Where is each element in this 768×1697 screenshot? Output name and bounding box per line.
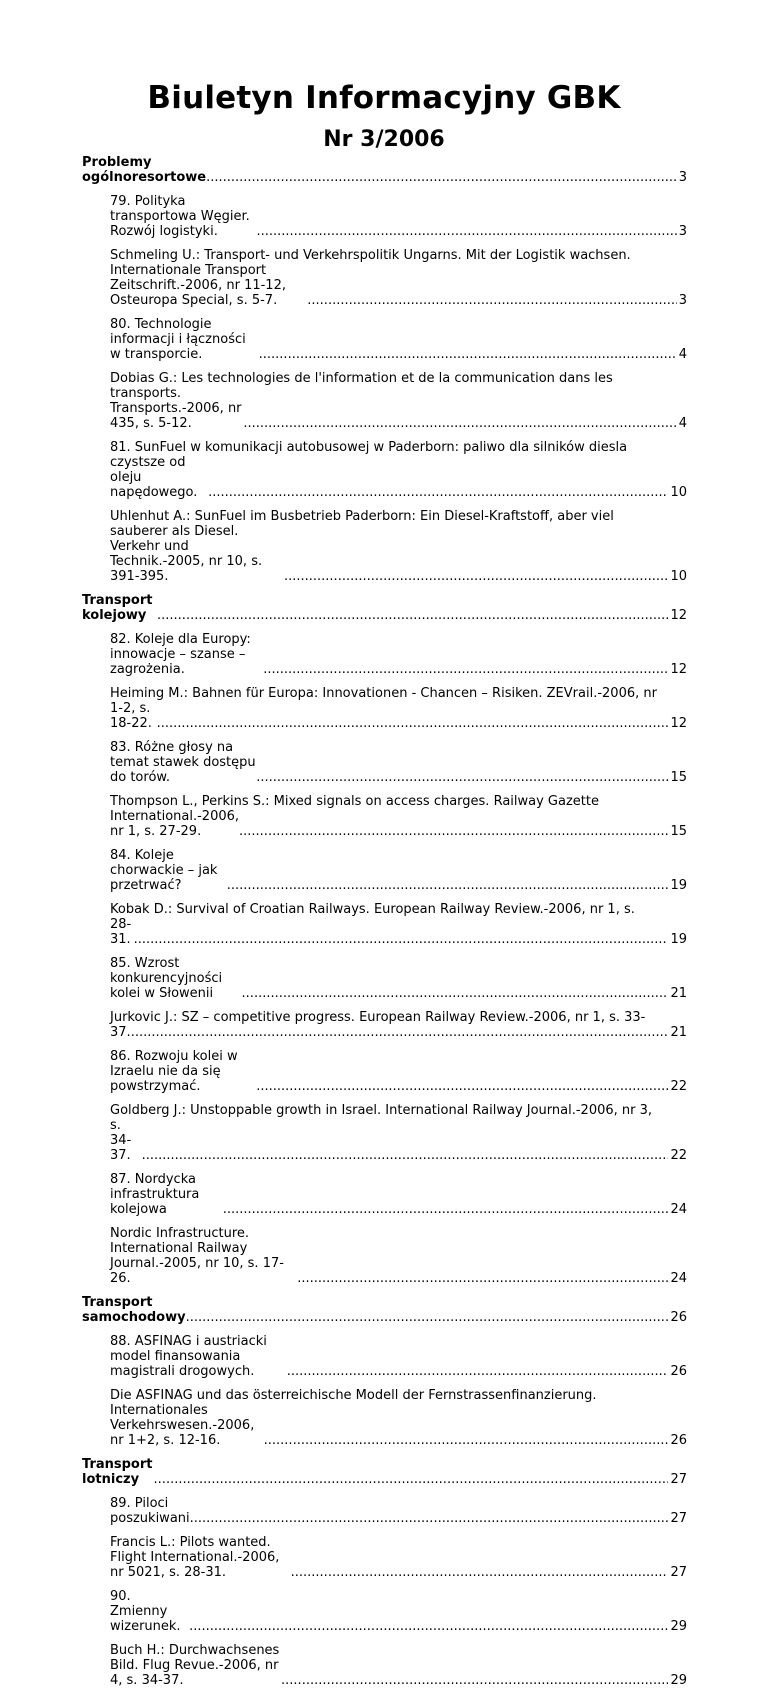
dot-leader <box>208 485 668 500</box>
toc-entry[interactable] <box>110 632 687 677</box>
toc-entry-first-line: Heiming M.: Bahnen für Europa: Innovationen - Chancen – Risiken. ZEVrail.-2006, nr <box>110 686 657 701</box>
toc-entry[interactable] <box>110 1643 687 1688</box>
toc-page-number: 4 <box>678 347 687 362</box>
toc-entry[interactable] <box>110 902 687 947</box>
toc-page-number: 27 <box>670 1565 687 1580</box>
toc-entry-text: 87. Nordycka infrastruktura kolejowa <box>110 1172 200 1217</box>
toc-page-number: 15 <box>670 770 687 785</box>
toc-page-number: 24 <box>670 1271 687 1286</box>
toc-entry[interactable] <box>110 1049 687 1094</box>
toc-entry-text: 89. Piloci poszukiwani. <box>110 1496 194 1526</box>
toc-entry-text: sauberer als Diesel. Verkehr und Technik.-2005, nr 10, s. 391-395. <box>110 524 263 584</box>
document-title: Biuletyn Informacyjny GBK <box>147 80 621 116</box>
toc-entry[interactable] <box>110 1388 687 1448</box>
toc-entry[interactable] <box>110 248 687 308</box>
toc-page-number: 19 <box>670 878 687 893</box>
toc-entry-text: International.-2006, nr 1, s. 27-29. <box>110 809 240 839</box>
toc-entry-last-line[interactable] <box>110 263 687 308</box>
toc-entry-text: 86. Rozwoju kolei w Izraelu nie da się powstrzymać. <box>110 1049 238 1094</box>
dot-leader <box>243 416 676 431</box>
dot-leader <box>186 1310 669 1325</box>
dot-leader <box>256 770 668 785</box>
toc-page-number: 4 <box>678 416 687 431</box>
toc-entry-last-line[interactable] <box>110 455 687 500</box>
toc-page-number: 19 <box>670 932 687 947</box>
dot-leader <box>256 224 676 239</box>
toc-entry[interactable] <box>110 509 687 584</box>
dot-leader <box>194 1511 669 1526</box>
toc-page-number: 26 <box>670 1433 687 1448</box>
toc-entry-text: 79. Polityka transportowa Węgier. Rozwój logistyki. <box>110 194 250 239</box>
toc-entry-last-line[interactable] <box>110 917 687 947</box>
toc-entry-text: Buch H.: Durchwachsenes Bild. Flug Revue.-2006, nr 4, s. 34-37. <box>110 1643 280 1688</box>
dot-leader <box>264 1433 669 1448</box>
toc-page-number: 27 <box>670 1511 687 1526</box>
dot-leader <box>259 347 677 362</box>
toc-entry[interactable] <box>110 848 687 893</box>
toc-entry-text: Francis L.: Pilots wanted. Flight International.-2006, nr 5021, s. 28-31. <box>110 1535 280 1580</box>
toc-entry[interactable] <box>110 371 687 431</box>
toc-entry-first-line: Uhlenhut A.: SunFuel im Busbetrieb Paderborn: Ein Diesel-Kraftstoff, aber viel <box>110 509 614 524</box>
dot-leader <box>134 932 669 947</box>
toc-page-number: 27 <box>670 1472 687 1487</box>
toc-entry-text: transports. Transports.-2006, nr 435, s. 5-12. <box>110 386 242 431</box>
toc-entry-last-line[interactable] <box>110 524 687 584</box>
dot-leader <box>291 1565 669 1580</box>
dot-leader <box>223 1202 669 1217</box>
toc-entry-first-line: Kobak D.: Survival of Croatian Railways. European Railway Review.-2006, nr 1, s. <box>110 902 635 917</box>
toc-entry-first-line: Thompson L., Perkins S.: Mixed signals on access charges. Railway Gazette <box>110 794 599 809</box>
toc-entry-first-line: Jurkovic J.: SZ – competitive progress. European Railway Review.-2006, nr 1, s. 33- <box>110 1010 646 1025</box>
toc-entry-text: 90. Zmienny wizerunek. <box>110 1589 181 1634</box>
toc-entry-last-line[interactable] <box>110 809 687 839</box>
toc-entry-text: 88. ASFINAG i austriacki model finansowania magistrali drogowych. <box>110 1334 267 1379</box>
toc-entry[interactable] <box>110 1103 687 1163</box>
toc-page-number: 22 <box>670 1079 687 1094</box>
toc-page-number: 12 <box>670 608 687 623</box>
toc-page-number: 22 <box>670 1148 687 1163</box>
toc-page-number: 26 <box>670 1364 687 1379</box>
toc-section-heading[interactable] <box>82 1457 687 1487</box>
dot-leader <box>307 293 676 308</box>
toc-entry[interactable] <box>110 1496 687 1526</box>
dot-leader <box>287 1364 669 1379</box>
dot-leader <box>256 1079 668 1094</box>
toc-entry-first-line: Dobias G.: Les technologies de l'information et de la communication dans les <box>110 371 613 386</box>
toc-entry[interactable] <box>110 1226 687 1286</box>
dot-leader <box>206 170 677 185</box>
dot-leader <box>142 1148 669 1163</box>
issue-number: Nr 3/2006 <box>323 127 445 152</box>
toc-entry[interactable] <box>110 686 687 731</box>
toc-entry-text: 84. Koleje chorwackie – jak przetrwać? <box>110 848 218 893</box>
toc-entry-first-line: Die ASFINAG und das österreichische Modell der Fernstrassenfinanzierung. <box>110 1388 597 1403</box>
toc-entry[interactable] <box>110 440 687 500</box>
toc-page-number: 3 <box>678 293 687 308</box>
toc-entry[interactable] <box>110 1535 687 1580</box>
dot-leader <box>131 1025 669 1040</box>
toc-page-number: 10 <box>670 485 687 500</box>
toc-page-number: 29 <box>670 1673 687 1688</box>
toc-entry-text: 85. Wzrost konkurencyjności kolei w Słowenii <box>110 956 223 1001</box>
toc-entry-text: 37. <box>110 1025 131 1040</box>
dot-leader <box>157 716 669 731</box>
dot-leader <box>227 878 669 893</box>
toc-entry-last-line[interactable] <box>110 1118 687 1163</box>
toc-entry[interactable] <box>110 1589 687 1634</box>
toc-entry-text: Nordic Infrastructure. International Railway Journal.-2005, nr 10, s. 17-26. <box>110 1226 284 1286</box>
dot-leader <box>239 824 668 839</box>
toc-entry-first-line: 81. SunFuel w komunikacji autobusowej w Paderborn: paliwo dla silników diesla <box>110 440 628 455</box>
toc-entry-last-line[interactable] <box>110 1403 687 1448</box>
toc-entry-text: Transport lotniczy <box>82 1457 153 1487</box>
toc-entry-last-line[interactable] <box>110 386 687 431</box>
dot-leader <box>284 569 668 584</box>
toc-entry[interactable] <box>110 317 687 362</box>
toc-page-number: 21 <box>670 986 687 1001</box>
toc-entry[interactable] <box>110 956 687 1001</box>
toc-entry-text: Internationale Transport Zeitschrift.-2006, nr 11-12, Osteuropa Special, s. 5-7. <box>110 263 286 308</box>
toc-section-heading[interactable] <box>82 155 687 185</box>
toc-entry-text: Transport samochodowy <box>82 1295 186 1325</box>
toc-entry[interactable] <box>110 194 687 239</box>
toc-page-number: 10 <box>670 569 687 584</box>
toc-page-number: 12 <box>670 716 687 731</box>
dot-leader <box>263 662 668 677</box>
toc-entry-text: Internationales Verkehrswesen.-2006, nr 1+2, s. 12-16. <box>110 1403 255 1448</box>
toc-entry[interactable] <box>110 1334 687 1379</box>
toc-entry-text: czystsze od oleju napędowego. <box>110 455 198 500</box>
dot-leader <box>157 608 668 623</box>
toc-page-number: 12 <box>670 662 687 677</box>
toc-entry-text: s. 34-37. <box>110 1118 132 1163</box>
toc-page-number: 24 <box>670 1202 687 1217</box>
toc-page-number: 26 <box>670 1310 687 1325</box>
toc-section-heading[interactable] <box>82 593 687 623</box>
toc-page-number: 3 <box>678 224 687 239</box>
toc-entry[interactable] <box>110 1010 687 1040</box>
toc-entry-first-line: Goldberg J.: Unstoppable growth in Israel. International Railway Journal.-2006, nr 3, <box>110 1103 653 1118</box>
toc-page-number: 29 <box>670 1619 687 1634</box>
toc-entry-text: 28-31. <box>110 917 132 947</box>
toc-page-number: 3 <box>678 170 687 185</box>
toc-entry-last-line[interactable] <box>110 1025 687 1040</box>
dot-leader <box>189 1619 668 1634</box>
toc-entry[interactable] <box>110 1172 687 1217</box>
toc-entry-first-line: Schmeling U.: Transport- und Verkehrspolitik Ungarns. Mit der Logistik wachsen. <box>110 248 631 263</box>
toc-entry-text: Transport kolejowy <box>82 593 153 623</box>
dot-leader <box>281 1673 668 1688</box>
toc-entry-text: 82. Koleje dla Europy: innowacje – szanse – zagrożenia. <box>110 632 251 677</box>
toc-entry-last-line[interactable] <box>110 701 687 731</box>
toc-page-number: 15 <box>670 824 687 839</box>
toc-entry-text: 83. Różne głosy na temat stawek dostępu do torów. <box>110 740 256 785</box>
toc-entry[interactable] <box>110 794 687 839</box>
table-of-contents <box>82 155 687 1697</box>
toc-entry[interactable] <box>110 740 687 785</box>
toc-page-number: 21 <box>670 1025 687 1040</box>
toc-section-heading[interactable] <box>82 1295 687 1325</box>
dot-leader <box>154 1472 669 1487</box>
toc-entry-text: 1-2, s. 18-22. <box>110 701 152 731</box>
toc-entry-text: Problemy ogólnoresortowe <box>82 155 207 185</box>
dot-leader <box>297 1271 668 1286</box>
toc-entry-text: 80. Technologie informacji i łączności w transporcie. <box>110 317 246 362</box>
